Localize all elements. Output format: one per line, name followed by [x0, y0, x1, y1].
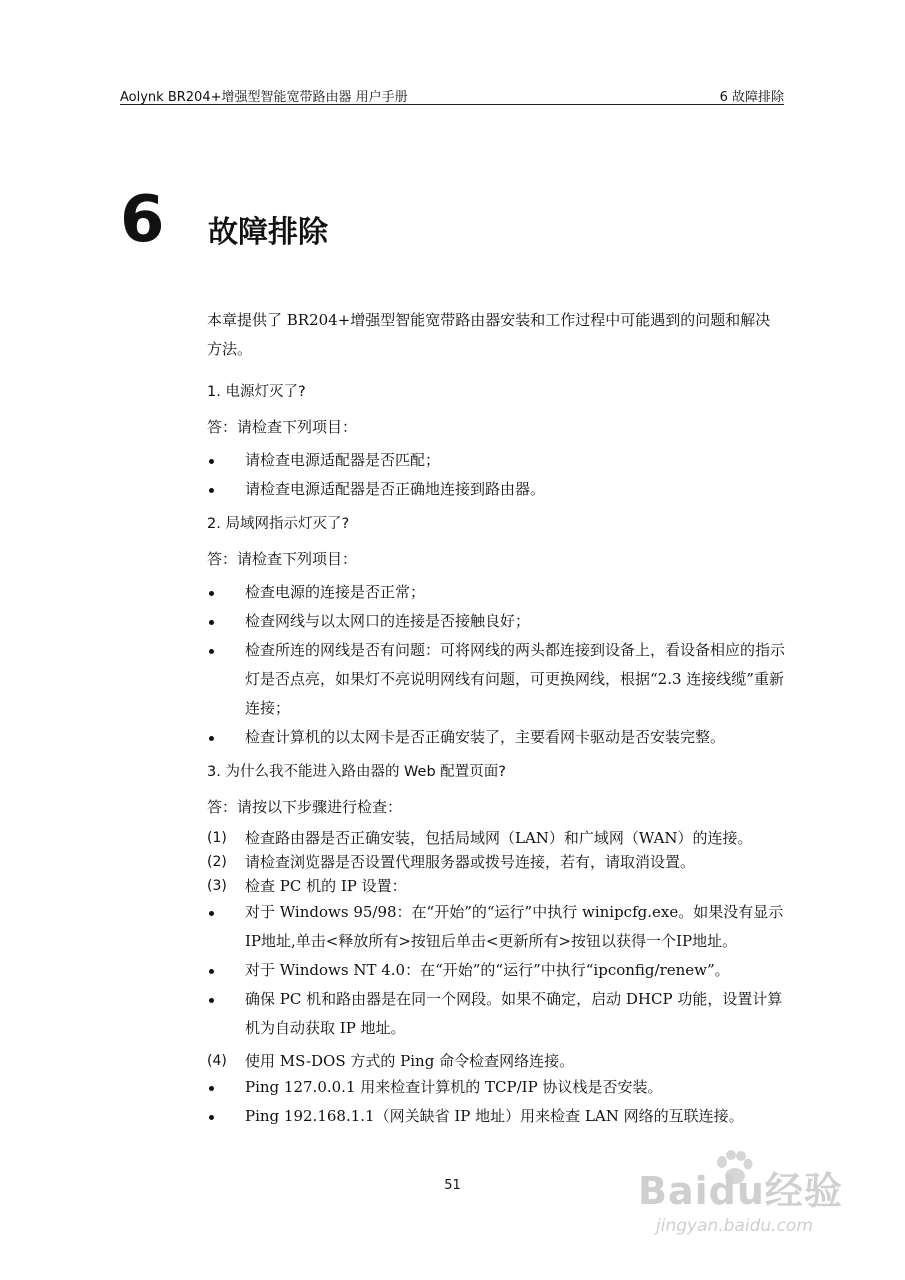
- watermark-url: jingyan.baidu.com: [656, 1216, 813, 1236]
- header-book-title: Aolynk BR204+增强型智能宽带路由器 用户手册: [120, 90, 408, 105]
- chapter-number: 6: [120, 183, 165, 257]
- step-text: 检查 PC 机的 IP 设置：: [245, 877, 407, 895]
- list-item: 请检查电源适配器是否匹配；: [207, 446, 785, 475]
- list-item: Ping 127.0.0.1 用来检查计算机的 TCP/IP 协议栈是否安装。: [207, 1073, 785, 1102]
- answer-lead: 答：请检查下列项目：: [207, 550, 358, 568]
- list-item: 检查计算机的以太网卡是否正确安装了，主要看网卡驱动是否安装完整。: [207, 723, 785, 752]
- step-text: 请检查浏览器是否设置代理服务器或拨号连接，若有，请取消设置。: [245, 853, 696, 871]
- step-number: (1): [207, 830, 227, 846]
- bullet-list: [207, 578, 785, 752]
- baidu-watermark: [638, 1150, 858, 1250]
- list-item: 检查电源的连接是否正常；: [207, 578, 785, 607]
- answer-lead: 答：请检查下列项目：: [207, 418, 358, 436]
- question-heading: 3. 为什么我不能进入路由器的 Web 配置页面?: [207, 764, 506, 780]
- list-item: 检查网线与以太网口的连接是否接触良好；: [207, 607, 785, 636]
- list-item: 请检查电源适配器是否正确地连接到路由器。: [207, 475, 785, 504]
- answer-lead: 答：请按以下步骤进行检查：: [207, 798, 403, 816]
- step-item: [207, 1049, 785, 1073]
- intro-paragraph: 本章提供了 BR204+增强型智能宽带路由器安装和工作过程中可能遇到的问题和解决方法。: [207, 311, 771, 358]
- chapter-title: 故障排除: [208, 215, 328, 250]
- list-item: 检查所连的网线是否有问题：可将网线的两头都连接到设备上，看设备相应的指示灯是否点亮，如果灯不亮说明网线有问题，可更换网线，根据“2.3 连接线缆”重新连接；: [207, 636, 785, 723]
- question-heading: 2. 局域网指示灯灭了?: [207, 516, 350, 532]
- step-item: [207, 850, 785, 874]
- page-number: 51: [444, 1178, 461, 1193]
- list-item: Ping 192.168.1.1（网关缺省 IP 地址）用来检查 LAN 网络的互联连接。: [207, 1102, 785, 1131]
- question-heading: 1. 电源灯灭了?: [207, 384, 306, 400]
- step-number: (3): [207, 878, 227, 894]
- list-item: 确保 PC 机和路由器是在同一个网段。如果不确定，启动 DHCP 功能，设置计算机为自动获取 IP 地址。: [207, 985, 785, 1043]
- header-chapter: 6 故障排除: [719, 90, 784, 105]
- bullet-list: [207, 1073, 785, 1131]
- watermark-brand: Baidu经验: [638, 1169, 843, 1213]
- step-text: 使用 MS-DOS 方式的 Ping 命令检查网络连接。: [245, 1052, 575, 1070]
- list-item: 对于 Windows NT 4.0：在“开始”的“运行”中执行“ipconfig/renew”。: [207, 956, 785, 985]
- list-item: 对于 Windows 95/98：在“开始”的“运行”中执行 winipcfg.exe。如果没有显示IP地址,单击<释放所有>按钮后单击<更新所有>按钮以获得一个IP地址。: [207, 898, 785, 956]
- chapter-body: [207, 306, 785, 1137]
- step-text: 检查路由器是否正确安装，包括局域网（LAN）和广域网（WAN）的连接。: [245, 829, 753, 847]
- step-item: [207, 826, 785, 850]
- bullet-list: [207, 898, 785, 1043]
- numbered-steps: [207, 1049, 785, 1073]
- running-header: [120, 86, 784, 105]
- step-item: [207, 874, 785, 898]
- step-number: (4): [207, 1053, 227, 1069]
- numbered-steps: [207, 826, 785, 898]
- bullet-list: [207, 446, 785, 504]
- step-number: (2): [207, 854, 227, 870]
